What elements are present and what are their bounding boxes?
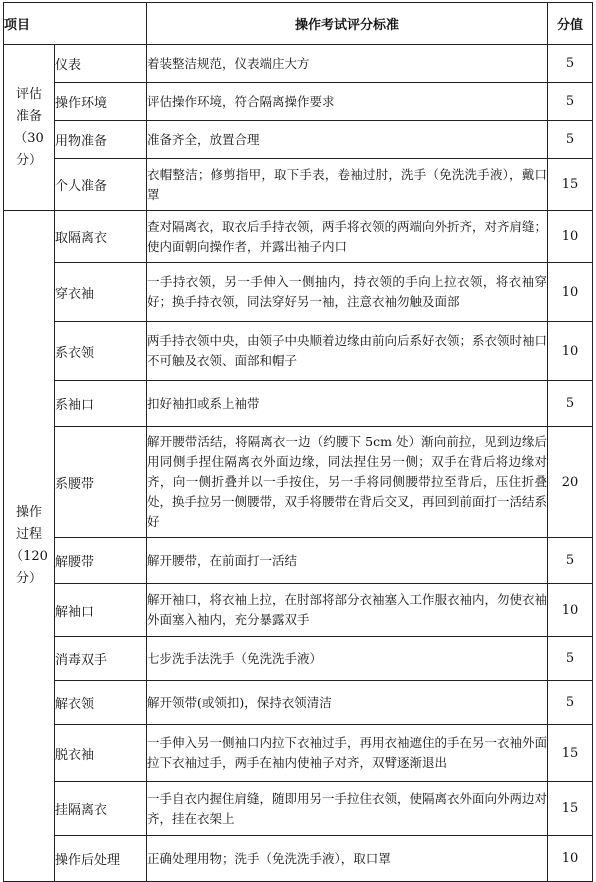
item-cell: 挂隔离衣 [55, 782, 147, 836]
score-cell: 5 [548, 681, 593, 725]
score-cell: 5 [548, 538, 593, 584]
table-row [4, 637, 593, 681]
table-row [4, 584, 593, 637]
standard-cell: 着装整洁规范，仪表端庄大方 [147, 45, 548, 83]
category-line: 准备 [15, 108, 42, 124]
standard-cell: 解开腰带活结，将隔离衣一边（约腰下 5cm 处）渐向前拉，见到边缘后用同侧手捏住隔离衣外面边缘，同法捏住另一侧；双手在背后将边缘对齐，向一侧折叠并以一手按住，另一手将同侧腰带拉至背后，压住折叠处，换手拉另一侧腰带，双手将腰带在背后交叉，再回到前面打一活结系好 [147, 427, 548, 538]
header-standard: 操作考试评分标准 [147, 3, 548, 45]
table-row [4, 836, 593, 882]
table-row [4, 159, 593, 211]
score-cell: 5 [548, 637, 593, 681]
table-header [4, 3, 593, 45]
score-cell: 15 [548, 725, 593, 782]
table-row [4, 263, 593, 322]
standard-cell: 解开领带(或领扣)，保持衣领清洁 [147, 681, 548, 725]
category-line: （120 [10, 549, 48, 564]
item-cell: 消毒双手 [55, 637, 147, 681]
standard-cell: 解开腰带，在前面打一活结 [147, 538, 548, 584]
table-row [4, 83, 593, 121]
score-cell: 10 [548, 836, 593, 882]
score-cell: 10 [548, 263, 593, 322]
category-line: 分） [15, 152, 42, 168]
score-cell: 15 [548, 159, 593, 211]
standard-cell: 扣好袖扣或系上袖带 [147, 381, 548, 427]
standard-cell: 两手持衣领中央，由领子中央顺着边缘由前向后系好衣领；系衣领时袖口不可触及衣领、面部和帽子 [147, 322, 548, 381]
category-cell [4, 211, 55, 882]
standard-cell: 一手持衣领，另一手伸入一侧抽内，持衣领的手向上拉衣领，将衣袖穿好；换手持衣领，同法穿好另一袖，注意衣袖勿触及面部 [147, 263, 548, 322]
score-cell: 20 [548, 427, 593, 538]
table-row [4, 381, 593, 427]
header-score: 分值 [548, 3, 593, 45]
table-body [4, 45, 593, 882]
item-cell: 操作环境 [55, 83, 147, 121]
standard-cell: 衣帽整洁；修剪指甲，取下手表，卷袖过肘，洗手（免洗洗手液），戴口罩 [147, 159, 548, 211]
table-row [4, 427, 593, 538]
score-cell: 5 [548, 381, 593, 427]
item-cell: 系袖口 [55, 381, 147, 427]
category-line: 过程 [15, 527, 42, 542]
item-cell: 个人准备 [55, 159, 147, 211]
table-row [4, 121, 593, 159]
table-row [4, 211, 593, 263]
table-row [4, 782, 593, 836]
item-cell: 取隔离衣 [55, 211, 147, 263]
category-line: 操作 [15, 505, 42, 520]
header-row [4, 3, 593, 45]
standard-cell: 查对隔离衣，取衣后手持衣领，两手将衣领的两端向外折齐，对齐肩缝；使内面朝向操作者，并露出袖子内口 [147, 211, 548, 263]
item-cell: 系腰带 [55, 427, 147, 538]
scoring-table [3, 2, 593, 882]
category-cell [4, 45, 55, 211]
score-cell: 5 [548, 83, 593, 121]
category-line: 分） [15, 571, 42, 586]
item-cell: 操作后处理 [55, 836, 147, 882]
category-line: （30 [14, 130, 44, 146]
table-row [4, 322, 593, 381]
category-line: 评估 [15, 86, 42, 102]
item-cell: 穿衣袖 [55, 263, 147, 322]
item-cell: 解袖口 [55, 584, 147, 637]
standard-cell: 准备齐全，放置合理 [147, 121, 548, 159]
item-cell: 解衣领 [55, 681, 147, 725]
score-cell: 10 [548, 211, 593, 263]
standard-cell: 一手伸入另一侧袖口内拉下衣袖过手，再用衣袖遮住的手在另一衣袖外面拉下衣袖过手，两手在袖内使袖子对齐，双臂逐渐退出 [147, 725, 548, 782]
score-cell: 5 [548, 121, 593, 159]
item-cell: 解腰带 [55, 538, 147, 584]
score-cell: 10 [548, 322, 593, 381]
item-cell: 仪表 [55, 45, 147, 83]
table-row [4, 681, 593, 725]
table-row [4, 725, 593, 782]
table-row [4, 538, 593, 584]
header-item: 项目 [4, 3, 147, 45]
table-row [4, 45, 593, 83]
item-cell: 系衣领 [55, 322, 147, 381]
standard-cell: 评估操作环境，符合隔离操作要求 [147, 83, 548, 121]
standard-cell: 七步洗手法洗手（免洗洗手液） [147, 637, 548, 681]
score-cell: 10 [548, 584, 593, 637]
standard-cell: 正确处理用物；洗手（免洗洗手液），取口罩 [147, 836, 548, 882]
standard-cell: 解开袖口，将衣袖上拉，在肘部将部分衣袖塞入工作服衣袖内，勿使衣袖外面塞入袖内，充分暴露双手 [147, 584, 548, 637]
score-cell: 15 [548, 782, 593, 836]
standard-cell: 一手自衣内握住肩缝，随即用另一手拉住衣领，使隔离衣外面向外两边对齐，挂在衣架上 [147, 782, 548, 836]
item-cell: 脱衣袖 [55, 725, 147, 782]
item-cell: 用物准备 [55, 121, 147, 159]
score-cell: 5 [548, 45, 593, 83]
